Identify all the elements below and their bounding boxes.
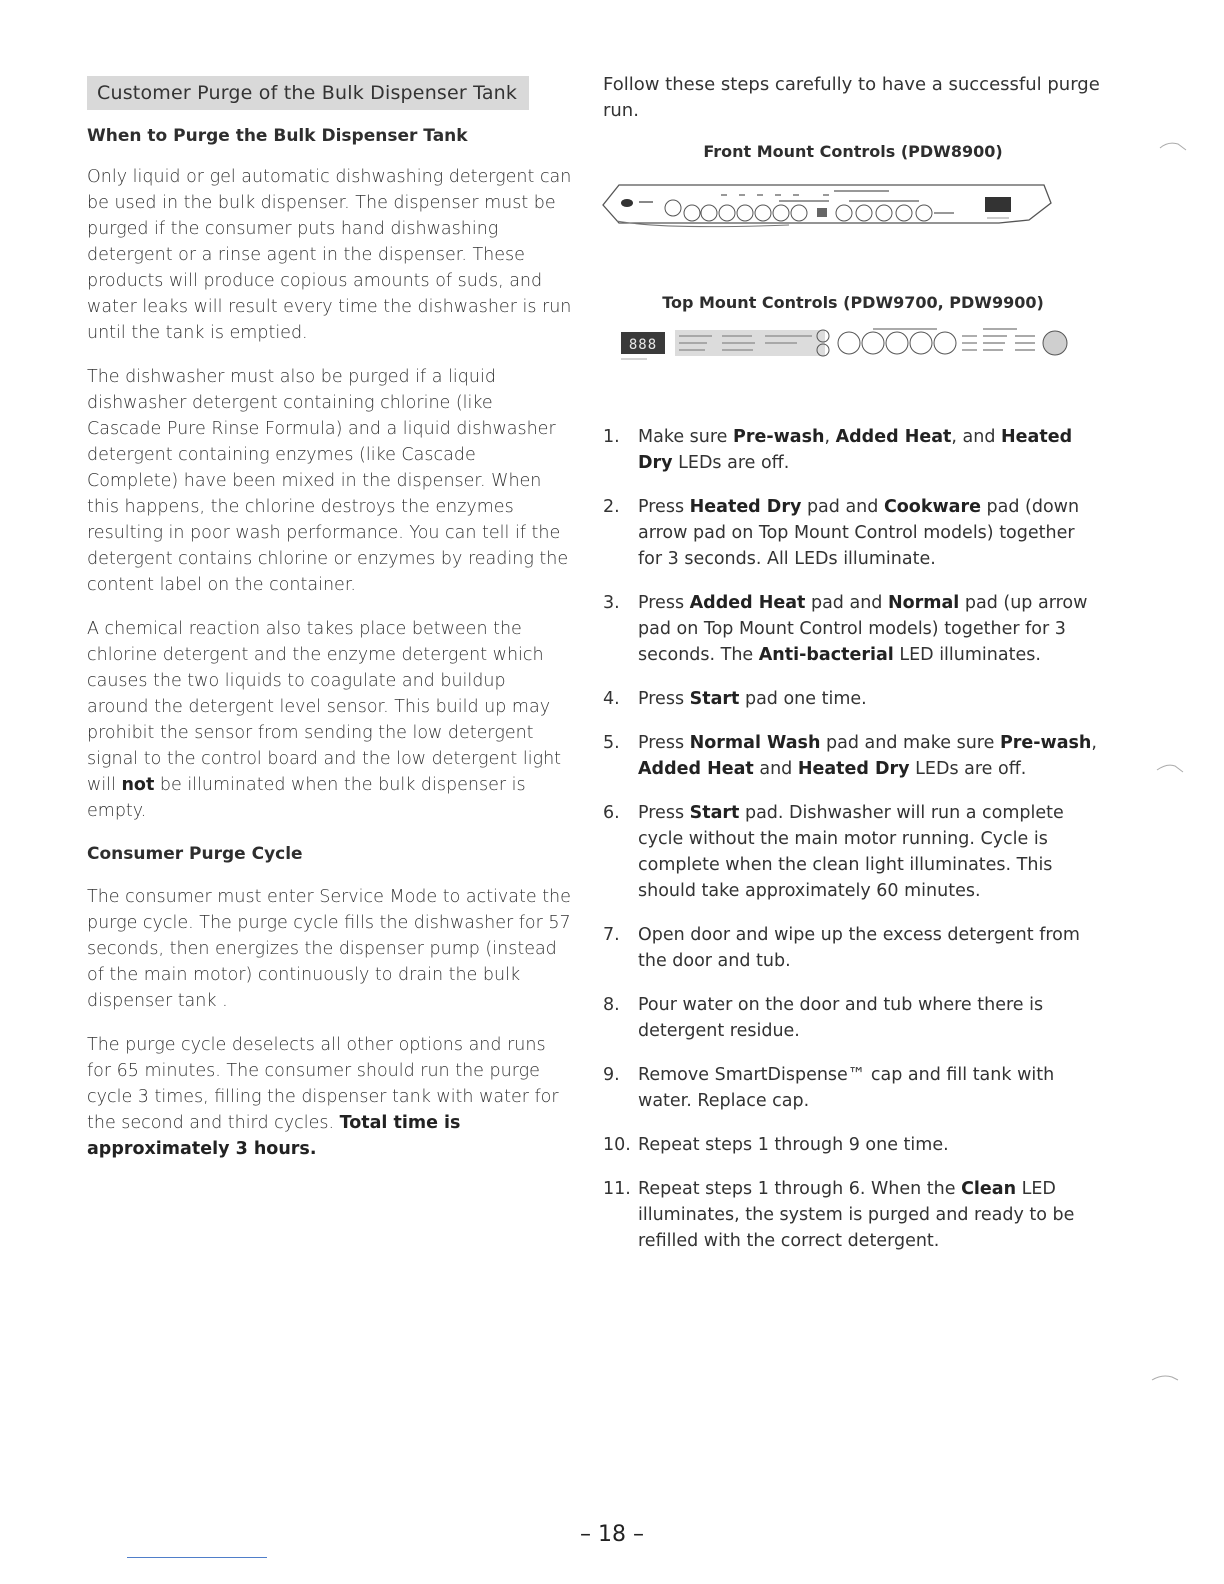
step-item: 1. Make sure Pre-wash, Added Heat, and Heated Dry LEDs are off. [603,424,1103,476]
margin-mark-1 [1158,140,1188,152]
footer-rule [127,1557,267,1558]
left-column [87,76,572,1162]
paragraph-chlorine-enzymes: The dishwasher must also be purged if a liquid dishwasher detergent containing chlorine (like Cascade Pure Rinse Formula) and a liquid dishwasher detergent containing enzymes (like Cascade Complete) have been mixed in the dispenser. When this happens, the chlorine destroys the enzymes resulting in poor wash performance. You can tell if the detergent contains chlorine or enzymes by reading the content label on the container. [87,367,569,595]
step-number: 10. [603,1135,631,1155]
step-number: 11. [603,1179,631,1199]
right-column [603,72,1103,1272]
step-item: 4. Press Start pad one time. [603,686,1103,712]
step-number: 4. [603,689,620,709]
step-number: 8. [603,995,620,1015]
top-panel-display: 888 [628,337,658,353]
heading-consumer-purge-cycle: Consumer Purge Cycle [87,844,303,864]
step-item: 6. Press Start pad. Dishwasher will run a complete cycle without the main motor running. Cycle is complete when the clean light illuminates. This should take approximately 60 minutes. [603,800,1103,904]
step-number: 2. [603,497,620,517]
purge-steps-list [603,424,1103,1254]
paragraph-purge-duration: The purge cycle deselects all other options and runs for 65 minutes. The consumer should run the purge cycle 3 times, filling the dispenser tank with water for the second and third cycles. Total time is approximately 3 hours. [87,1035,559,1159]
step-number: 9. [603,1065,620,1085]
steps-intro: Follow these steps carefully to have a successful purge run. [603,74,1100,121]
front-mount-title: Front Mount Controls (PDW8900) [703,142,1003,161]
step-item: 10. Repeat steps 1 through 9 one time. [603,1132,1103,1158]
paragraph-service-mode: The consumer must enter Service Mode to activate the purge cycle. The purge cycle fills the dishwasher for 57 seconds, then energizes the dispenser pump (instead of the main motor) continuously to drain the bulk dispenser tank . [87,887,571,1011]
step-item: 2. Press Heated Dry pad and Cookware pad (down arrow pad on Top Mount Control models) together for 3 seconds. All LEDs illuminate. [603,494,1103,572]
step-item: 8. Pour water on the door and tub where there is detergent residue. [603,992,1103,1044]
heading-when-to-purge: When to Purge the Bulk Dispenser Tank [87,126,468,146]
margin-mark-3 [1150,1372,1180,1384]
step-number: 7. [603,925,620,945]
paragraph-intro: Only liquid or gel automatic dishwashing detergent can be used in the bulk dispenser. The dispenser must be purged if the consumer puts hand dishwashing detergent or a rinse agent in the dispenser. These products will produce copious amounts of suds, and water leaks will result every time the dishwasher is run until the tank is emptied. [87,167,572,343]
step-item: 5. Press Normal Wash pad and make sure Pre-wash, Added Heat and Heated Dry LEDs are off. [603,730,1103,782]
step-item: 7. Open door and wipe up the excess detergent from the door and tub. [603,922,1103,974]
front-mount-control-panel-illustration [589,175,1059,235]
top-mount-title: Top Mount Controls (PDW9700, PDW9900) [662,293,1044,312]
paragraph-chemical-reaction: A chemical reaction also takes place between the chlorine detergent and the enzyme detergent which causes the two liquids to coagulate and buildup around the detergent level sensor. This build up may prohibit the sensor from sending the low detergent signal to the control board and the low detergent light will not be illuminated when the bulk dispenser is empty. [87,619,562,821]
margin-mark-2 [1155,762,1185,774]
page-number: – 18 – [580,1522,644,1547]
section-banner: Customer Purge of the Bulk Dispenser Tank [87,76,529,110]
step-item: 9. Remove SmartDispense™ cap and fill tank with water. Replace cap. [603,1062,1103,1114]
step-number: 5. [603,733,620,753]
step-number: 6. [603,803,620,823]
step-number: 1. [603,427,620,447]
step-item: 11. Repeat steps 1 through 6. When the Clean LED illuminates, the system is purged and ready to be refilled with the correct detergent. [603,1176,1103,1254]
step-item: 3. Press Added Heat pad and Normal pad (up arrow pad on Top Mount Control models) together for 3 seconds. The Anti-bacterial LED illuminates. [603,590,1103,668]
step-number: 3. [603,593,620,613]
top-mount-control-panel-illustration [617,326,1087,366]
